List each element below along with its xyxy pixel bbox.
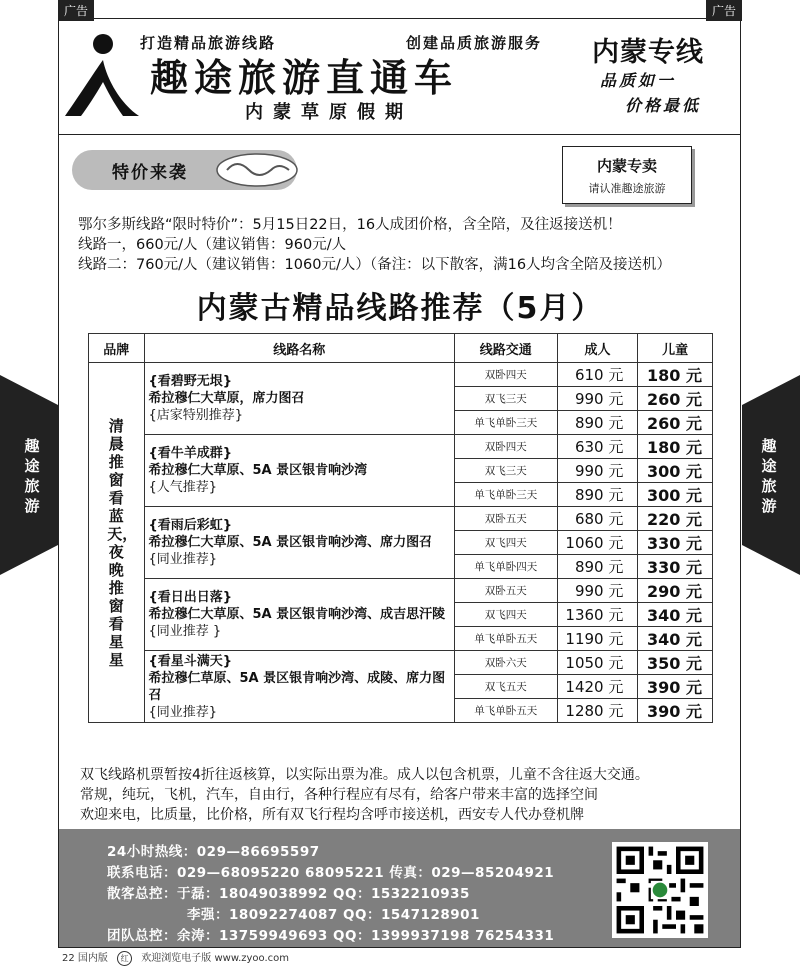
- route-cell: [144, 435, 454, 507]
- transport-cell: 双卧四天: [454, 435, 557, 459]
- transport-cell: 单飞单卧五天: [454, 699, 557, 723]
- child-price: 340 元: [638, 603, 713, 627]
- route-title: {看牛羊成群}: [148, 446, 233, 461]
- route-name: 希拉穆仁大草原，席力图召: [148, 391, 305, 406]
- logo-icon: [63, 30, 143, 120]
- note-line-2: 常规，纯玩，飞机，汽车，自由行，各种行程应有尽有，给客户带来丰富的选择空间: [80, 787, 598, 803]
- table-row: [89, 579, 713, 603]
- side-text-left: 趣途旅游: [24, 437, 40, 515]
- table-row: [89, 435, 713, 459]
- table-row: [89, 651, 713, 675]
- transport-cell: 双飞四天: [454, 603, 557, 627]
- promo-box-title: 内蒙专卖: [596, 157, 657, 175]
- child-price: 300 元: [638, 459, 713, 483]
- child-price: 180 元: [638, 363, 713, 387]
- adult-price: 990 元: [557, 459, 638, 483]
- note-line-3: 欢迎来电，比质量，比价格，所有双飞行程均含呼市接送机，西安专人代办登机牌: [80, 807, 584, 823]
- adult-price: 1050 元: [557, 651, 638, 675]
- page-number: 22 国内版: [62, 953, 108, 964]
- phone-fax: 联系电话：029—68095220 68095221 传真：029—85204921: [107, 865, 555, 881]
- route-tag: {人气推荐}: [148, 480, 218, 495]
- qr-code-icon: [612, 842, 708, 938]
- promo-box-sub: 请认准趣途旅游: [588, 182, 666, 195]
- adult-price: 890 元: [557, 555, 638, 579]
- route-tag: {店家特别推荐}: [148, 408, 244, 423]
- ad-label-right: 广告: [706, 0, 742, 21]
- child-price: 180 元: [638, 435, 713, 459]
- child-price: 260 元: [638, 387, 713, 411]
- table-row: [89, 507, 713, 531]
- route-name: 希拉穆仁大草原、5A 景区银肯响沙湾、席力图召: [148, 535, 433, 550]
- transport-cell: 双卧五天: [454, 507, 557, 531]
- adult-price: 890 元: [557, 411, 638, 435]
- transport-cell: 双飞三天: [454, 459, 557, 483]
- route-title: {看雨后彩虹}: [148, 518, 233, 533]
- transport-cell: 单飞单卧三天: [454, 483, 557, 507]
- hotline: 24小时热线：029—86695597: [107, 844, 320, 860]
- slogan-left: 打造精品旅游线路: [140, 34, 277, 52]
- info-line-2: 线路一，660元/人（建议销售：960元/人: [78, 237, 347, 253]
- route-cell: [144, 579, 454, 651]
- adult-price: 1420 元: [557, 675, 638, 699]
- route-name: 希拉穆仁大草原、5A 景区银肯响沙湾: [148, 463, 368, 478]
- group-contact: 团队总控：余涛：13759949693 QQ：1399937198 76254331: [107, 928, 555, 944]
- transport-cell: 双卧六天: [454, 651, 557, 675]
- route-name: 希拉穆仁大草原、5A 景区银肯响沙湾、成吉思汗陵: [148, 607, 446, 622]
- promo-box: [562, 146, 692, 204]
- route-tag: {同业推荐 }: [148, 624, 222, 639]
- ad-label-left: 广告: [58, 0, 94, 21]
- transport-cell: 双卧五天: [454, 579, 557, 603]
- adult-price: 1280 元: [557, 699, 638, 723]
- route-name: 希拉穆仁草原、5A 景区银肯响沙湾、成陵、席力图召: [148, 670, 446, 703]
- transport-cell: 双飞五天: [454, 675, 557, 699]
- route-table: [88, 333, 713, 723]
- col-adult: 成人: [557, 334, 638, 363]
- brand-cell: [89, 363, 145, 723]
- adult-price: 1060 元: [557, 531, 638, 555]
- child-price: 390 元: [638, 675, 713, 699]
- child-price: 300 元: [638, 483, 713, 507]
- brand-text: 清晨推窗看蓝天，夜晚推窗看星星: [107, 416, 138, 669]
- adult-price: 630 元: [557, 435, 638, 459]
- child-price: 260 元: [638, 411, 713, 435]
- table-header-row: [89, 334, 713, 363]
- right-slogan-1: 品质如一: [600, 71, 677, 90]
- adult-price: 1190 元: [557, 627, 638, 651]
- child-price: 330 元: [638, 531, 713, 555]
- adult-price: 1360 元: [557, 603, 638, 627]
- child-price: 350 元: [638, 651, 713, 675]
- side-text-right: 趣途旅游: [761, 437, 777, 515]
- note-line-1: 双飞线路机票暂按4折往返核算，以实际出票为准。成人以包含机票，儿童不含往返大交通。: [80, 767, 649, 783]
- info-line-3: 线路二：760元/人（建议销售：1060元/人）（备注：以下散客，满16人均含全陪及接送机）: [78, 257, 672, 273]
- cloud-swirl-icon: [212, 150, 302, 190]
- transport-cell: 双飞四天: [454, 531, 557, 555]
- child-price: 290 元: [638, 579, 713, 603]
- promo-cloud-text: 特价来袭: [112, 163, 188, 183]
- slogan-right: 创建品质旅游服务: [406, 34, 543, 52]
- retail-contact-2: 李强：18092274087 QQ：1547128901: [187, 907, 480, 923]
- child-price: 340 元: [638, 627, 713, 651]
- transport-cell: 双飞三天: [454, 387, 557, 411]
- route-title: {看星斗满天}: [148, 653, 233, 669]
- brand-subtitle: 内蒙草原假期: [245, 102, 413, 123]
- page-footer: [62, 949, 289, 966]
- child-price: 220 元: [638, 507, 713, 531]
- section-title: 内蒙古精品线路推荐（5月）: [196, 291, 604, 326]
- adult-price: 680 元: [557, 507, 638, 531]
- transport-cell: 单飞单卧四天: [454, 555, 557, 579]
- col-route: 线路名称: [144, 334, 454, 363]
- child-price: 390 元: [638, 699, 713, 723]
- brand-title: 趣途旅游直通车: [150, 56, 459, 100]
- transport-cell: 双卧四天: [454, 363, 557, 387]
- route-cell: [144, 651, 454, 723]
- adult-price: 990 元: [557, 387, 638, 411]
- footer-text[interactable]: 欢迎浏览电子版 www.zyoo.com: [141, 953, 290, 964]
- col-transport: 线路交通: [454, 334, 557, 363]
- route-title: {看日出日落}: [148, 590, 233, 605]
- retail-contact-1: 散客总控：于磊：18049038992 QQ：1532210935: [107, 886, 470, 902]
- route-tag: {同业推荐}: [148, 552, 218, 567]
- right-headline: 内蒙专线: [592, 37, 704, 68]
- info-line-1: 鄂尔多斯线路“限时特价”：5月15日22日，16人成团价格，含全陪，及往返接送机！: [78, 217, 622, 233]
- adult-price: 890 元: [557, 483, 638, 507]
- adult-price: 990 元: [557, 579, 638, 603]
- transport-cell: 单飞单卧五天: [454, 627, 557, 651]
- seal-icon: 红: [117, 951, 132, 966]
- child-price: 330 元: [638, 555, 713, 579]
- route-cell: [144, 507, 454, 579]
- transport-cell: 单飞单卧三天: [454, 411, 557, 435]
- col-child: 儿童: [638, 334, 713, 363]
- right-slogan-2: 价格最低: [625, 96, 702, 115]
- col-brand: 品牌: [89, 334, 145, 363]
- route-title: {看碧野无垠}: [148, 374, 233, 389]
- adult-price: 610 元: [557, 363, 638, 387]
- table-row: [89, 363, 713, 387]
- route-tag: {同业推荐}: [148, 704, 218, 720]
- route-cell: [144, 363, 454, 435]
